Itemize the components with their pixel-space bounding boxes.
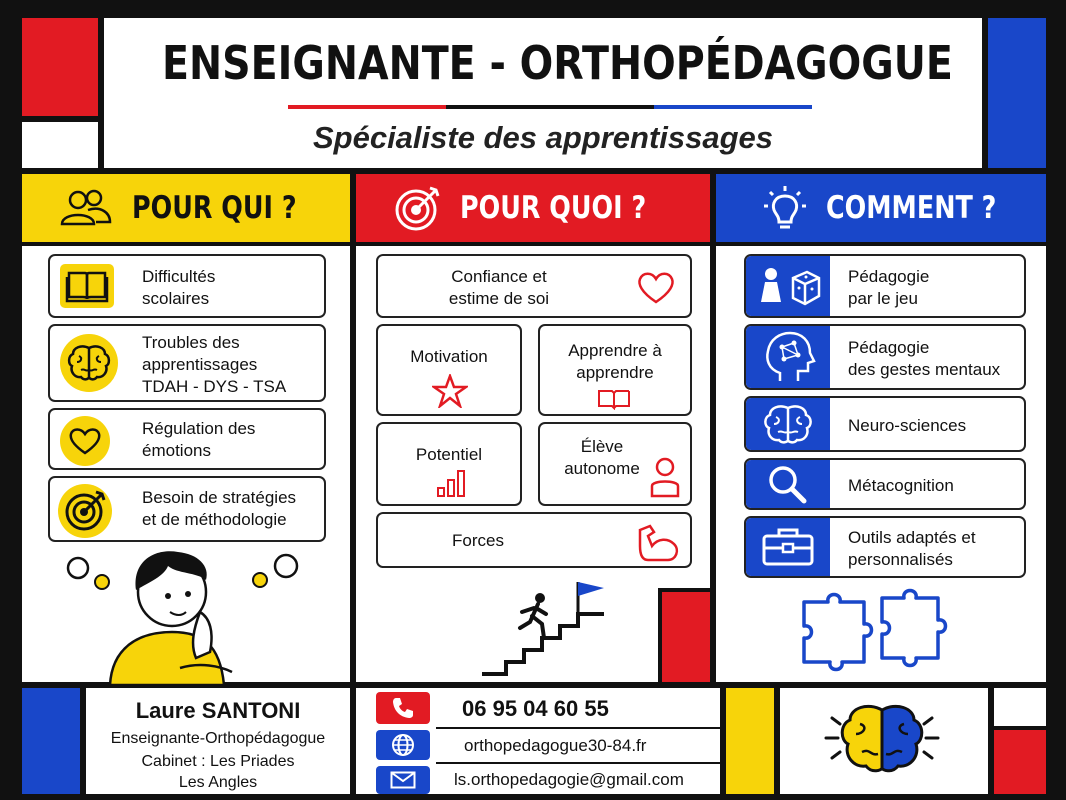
item-line: Élève: [580, 437, 624, 456]
page-title: ENSEIGNANTE - ORTHOPÉDAGOGUE: [162, 36, 953, 90]
card-apprendre: [538, 324, 692, 416]
card-besoin-strategies: [48, 476, 326, 542]
target-icon: [62, 488, 108, 534]
contact-cabinet: Cabinet : Les Priades: [141, 753, 295, 770]
users-icon: [58, 188, 114, 228]
email-link[interactable]: ls.orthopedagogie@gmail.com: [454, 770, 684, 789]
footer-blue-left: [22, 688, 80, 794]
item-line: TDAH - DYS - TSA: [142, 377, 287, 396]
item-line: apprentissages: [142, 355, 258, 374]
card-troubles-apprentissages: [48, 324, 326, 402]
brain-icon: [812, 698, 952, 784]
footer-yellow: [726, 688, 774, 794]
item-line: et de méthodologie: [142, 510, 287, 529]
card-regulation-emotions: [48, 408, 326, 470]
item-line: scolaires: [142, 289, 210, 308]
card-forces: [376, 512, 692, 568]
phone-icon-box: [376, 692, 430, 724]
item-line: Pédagogie: [848, 338, 930, 357]
item-line: Outils adaptés et: [848, 528, 976, 547]
star-icon: [432, 374, 468, 408]
globe-icon-box: [376, 730, 430, 760]
thinking-child-illustration: [60, 540, 320, 685]
item-line: personnalisés: [848, 550, 953, 569]
lightbulb-icon: [762, 184, 808, 232]
card-metacognition: [744, 458, 1026, 510]
item-line: Neuro-sciences: [848, 416, 967, 435]
divider: [436, 762, 720, 764]
heart-icon: [68, 426, 102, 456]
contact-role: Enseignante-Orthopédagogue: [110, 730, 326, 747]
website-link[interactable]: orthopedagogue30-84.fr: [464, 736, 647, 755]
book-icon: [596, 388, 632, 410]
item-line: des gestes mentaux: [848, 360, 1001, 379]
person-icon: [648, 456, 682, 498]
red-square-middle: [662, 592, 710, 682]
col-header-comment: [762, 175, 1044, 241]
col-header-pour-quoi: [392, 175, 708, 241]
item-line: apprendre: [576, 363, 654, 382]
card-outils-adaptes: [744, 516, 1026, 578]
target-icon: [392, 184, 442, 232]
mail-icon: [390, 771, 416, 789]
toolbox-icon: [761, 526, 815, 568]
heart-icon: [636, 270, 676, 306]
game-pieces-icon: [753, 264, 823, 308]
brain-icon: [763, 404, 813, 444]
item-line: Apprendre à: [568, 341, 662, 360]
stairs-climber-illustration: [480, 578, 616, 682]
card-neuro-sciences: [744, 396, 1026, 452]
item-line: émotions: [142, 441, 211, 460]
puzzle-pieces-icon: [798, 588, 968, 674]
item-line: estime de soi: [448, 289, 550, 308]
potentiel-label: Potentiel: [415, 445, 483, 464]
mail-icon-box: [376, 766, 430, 794]
item-line: Confiance et: [451, 267, 547, 286]
footer-white-right: [994, 688, 1046, 726]
magnifier-icon: [766, 464, 810, 504]
col-header-pour-qui: [58, 175, 348, 241]
contact-card: [86, 694, 350, 794]
item-line: Difficultés: [142, 267, 216, 286]
card-gestes-mentaux: [744, 324, 1026, 390]
col-title-comment: COMMENT ?: [826, 190, 997, 226]
corner-blue-top-right: [988, 18, 1046, 168]
card-confiance: [376, 254, 692, 318]
title-underline: [288, 104, 812, 112]
bar-chart-icon: [436, 468, 468, 498]
card-eleve-autonome: [538, 422, 692, 506]
item-line: autonome: [564, 459, 640, 478]
brain-icon: [67, 344, 111, 382]
muscle-arm-icon: [636, 522, 682, 562]
card-pedagogie-jeu: [744, 254, 1026, 318]
card-potentiel: [376, 422, 522, 506]
col-title-pour-qui: POUR QUI ?: [132, 190, 297, 226]
corner-white-top-left: [22, 122, 98, 168]
col-title-pour-quoi: POUR QUOI ?: [460, 190, 647, 226]
page-subtitle: Spécialiste des apprentissages: [312, 120, 774, 155]
item-line: Besoin de stratégies: [142, 488, 297, 507]
forces-label: Forces: [452, 531, 504, 550]
item-line: Régulation des: [142, 419, 256, 438]
book-icon: [65, 269, 109, 303]
corner-red-top-left: [22, 18, 98, 116]
card-difficultes-scolaires: [48, 254, 326, 318]
item-line: par le jeu: [848, 289, 918, 308]
footer-red-right: [994, 730, 1046, 794]
phone-number[interactable]: 06 95 04 60 55: [462, 696, 609, 721]
item-line: Métacognition: [848, 476, 954, 495]
head-network-icon: [760, 331, 816, 383]
contact-name: Laure SANTONI: [135, 698, 301, 723]
globe-icon: [391, 733, 415, 757]
phone-icon: [391, 696, 415, 720]
item-line: Pédagogie: [848, 267, 930, 286]
item-line: Troubles des: [142, 333, 240, 352]
card-motivation: [376, 324, 522, 416]
motivation-label: Motivation: [410, 347, 488, 366]
contact-city: Les Angles: [178, 774, 258, 791]
divider: [436, 727, 720, 729]
